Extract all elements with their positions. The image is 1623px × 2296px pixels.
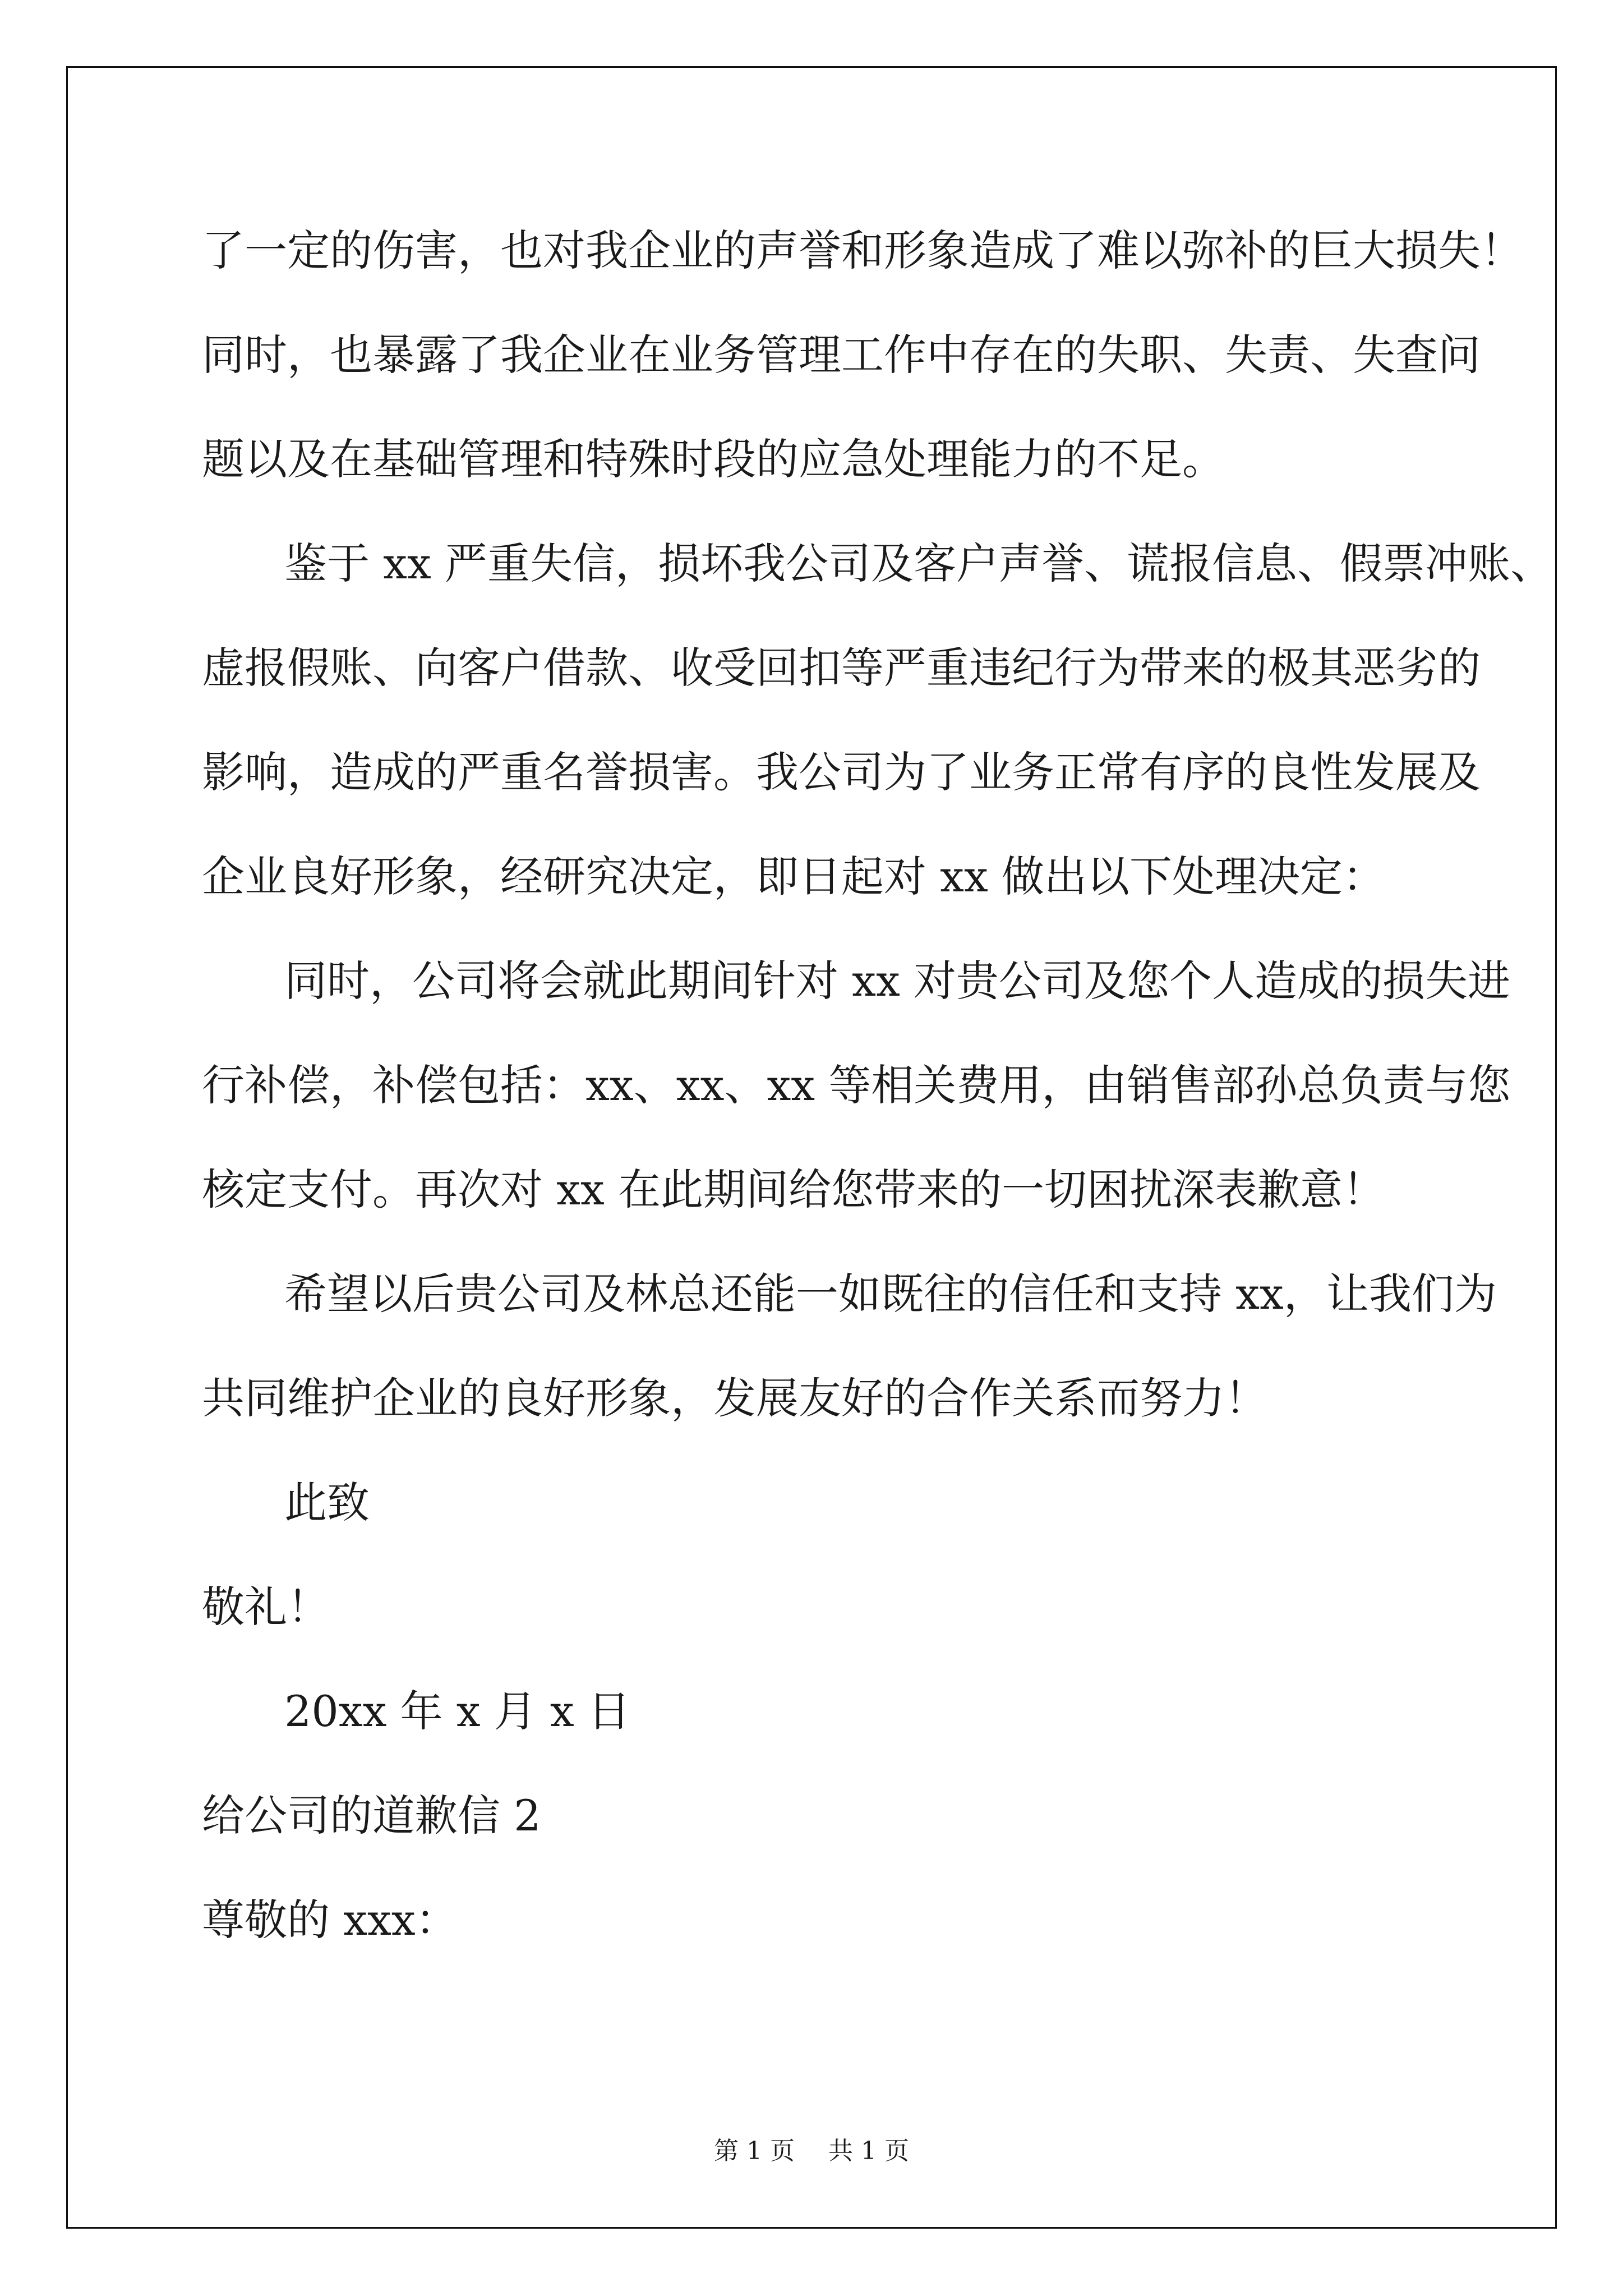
paragraph-line: 鉴于 xx 严重失信，损坏我公司及客户声誉、谎报信息、假票冲账、 (284, 539, 1553, 588)
closing-salutation: 此致 (284, 1478, 370, 1527)
paragraph-line: 同时，公司将会就此期间针对 xx 对贵公司及您个人造成的损失进 (284, 956, 1511, 1006)
letter-date: 20xx 年 x 月 x 日 (284, 1686, 630, 1736)
paragraph-line: 共同维护企业的良好形象，发展友好的合作关系而努力！ (202, 1373, 1267, 1423)
greeting-line: 尊敬的 xxx： (202, 1895, 458, 1945)
section-heading: 给公司的道歉信 2 (202, 1791, 541, 1841)
paragraph-line: 题以及在基础管理和特殊时段的应急处理能力的不足。 (202, 434, 1225, 484)
page-count: 共 1 页 (828, 2137, 909, 2165)
paragraph-line: 行补偿，补偿包括：xx、xx、xx 等相关费用，由销售部孙总负责与您 (202, 1060, 1511, 1110)
closing-regards: 敬礼！ (202, 1582, 330, 1632)
paragraph-line: 了一定的伤害，也对我企业的声誉和形象造成了难以弥补的巨大损失！ (202, 226, 1523, 275)
paragraph-line: 希望以后贵公司及林总还能一如既往的信任和支持 xx，让我们为 (284, 1269, 1497, 1319)
page-number: 第 1 页 (714, 2137, 795, 2165)
paragraph-line: 影响，造成的严重名誉损害。我公司为了业务正常有序的良性发展及 (202, 747, 1481, 797)
paragraph-line: 虚报假账、向客户借款、收受回扣等严重违纪行为带来的极其恶劣的 (202, 643, 1481, 693)
paragraph-line: 核定支付。再次对 xx 在此期间给您带来的一切困扰深表歉意！ (202, 1165, 1386, 1214)
paragraph-line: 企业良好形象，经研究决定，即日起对 xx 做出以下处理决定： (202, 852, 1386, 901)
paragraph-line: 同时，也暴露了我企业在业务管理工作中存在的失职、失责、失查问 (202, 330, 1481, 380)
page-footer (0, 2136, 1623, 2167)
